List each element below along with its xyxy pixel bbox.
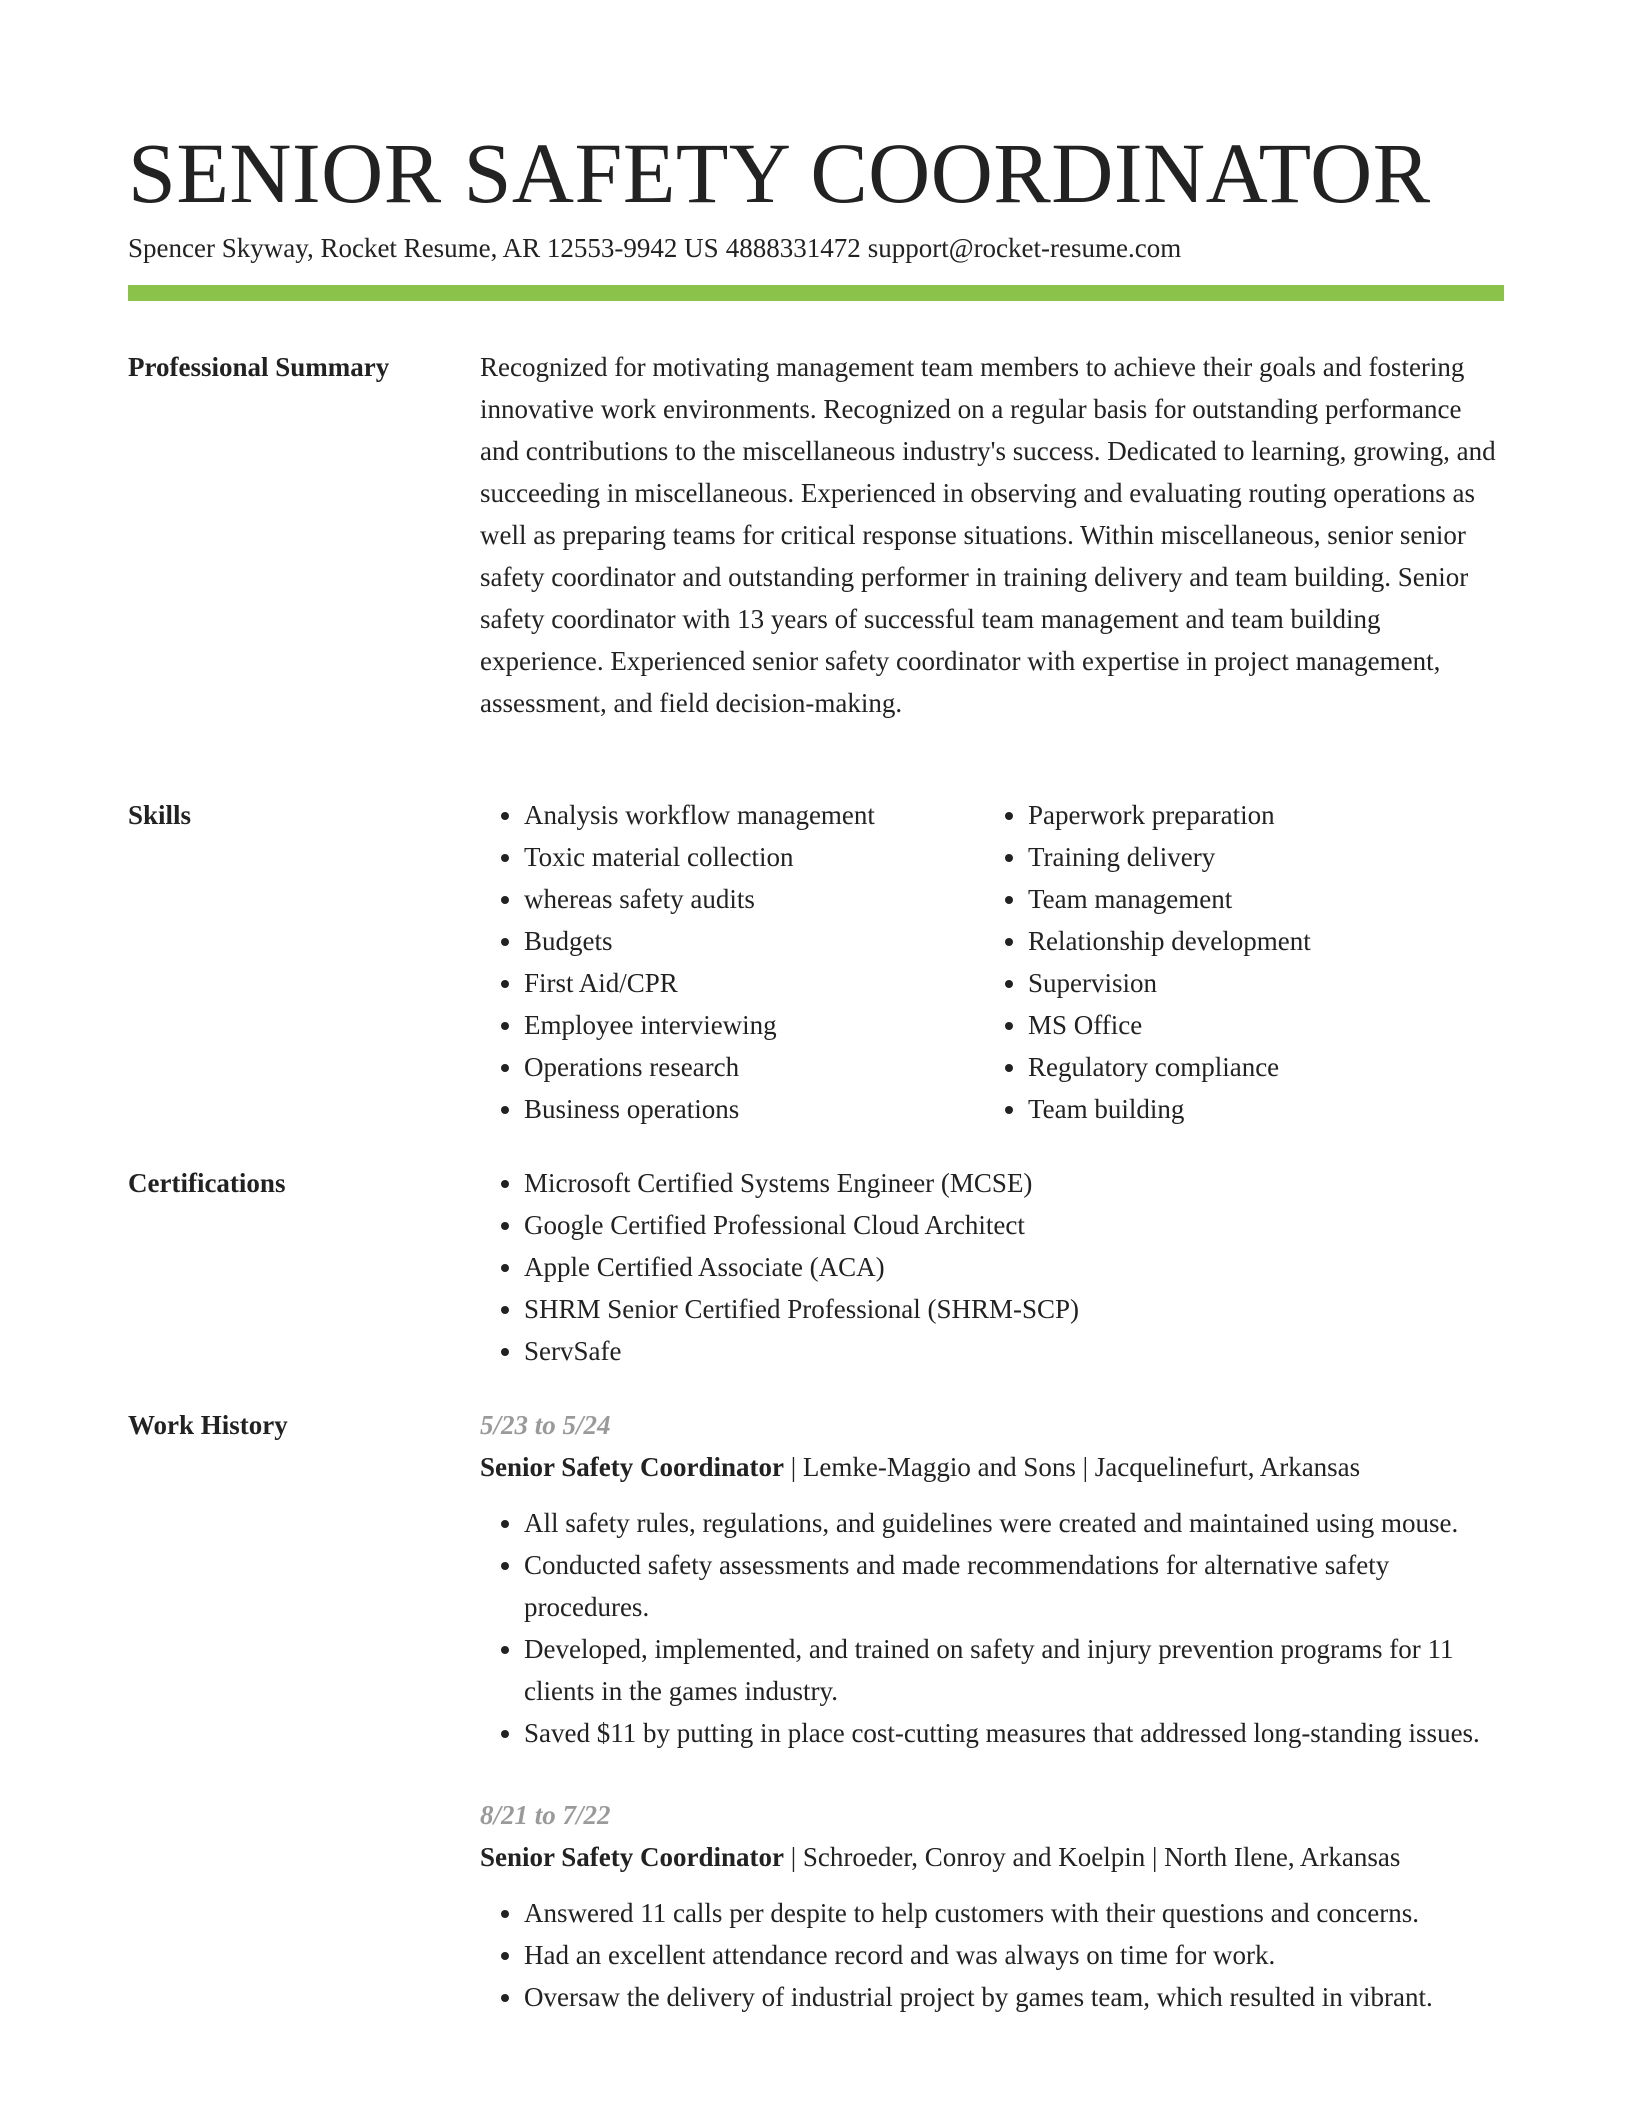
job-bullet: • Answered 11 calls per despite to help customers with their questions and concerns.: [524, 1892, 1504, 1934]
job-details: | Lemke-Maggio and Sons | Jacquelinefurt, Arkansas: [784, 1452, 1361, 1482]
job-heading: [480, 1446, 1504, 1488]
header-divider: [128, 285, 1504, 301]
skill-item: • Employee interviewing: [524, 1004, 984, 1046]
certification-item: • SHRM Senior Certified Professional (SHRM-SCP): [524, 1288, 1504, 1330]
skill-item: • Paperwork preparation: [1028, 794, 1488, 836]
job-bullet: • Oversaw the delivery of industrial project by games team, which resulted in vibrant.: [524, 1976, 1504, 2018]
job-heading: [480, 1836, 1504, 1878]
skill-item: • Business operations: [524, 1088, 984, 1130]
certifications-body: [480, 1162, 1504, 1372]
job-bullet: • Saved $11 by putting in place cost-cutting measures that addressed long-standing issues.: [524, 1712, 1504, 1754]
job-bullets: [480, 1502, 1504, 1754]
skill-item: • MS Office: [1028, 1004, 1488, 1046]
job-dates: 8/21 to 7/22: [480, 1800, 611, 1830]
job-bullet: • All safety rules, regulations, and guidelines were created and maintained using mouse.: [524, 1502, 1504, 1544]
job-entry: [480, 1794, 1504, 2018]
certification-item: • ServSafe: [524, 1330, 1504, 1372]
skill-item: • Toxic material collection: [524, 836, 984, 878]
skill-item: • Regulatory compliance: [1028, 1046, 1488, 1088]
skill-item: • Operations research: [524, 1046, 984, 1088]
summary-text: Recognized for motivating management team members to achieve their goals and fostering innovative work environments. Recognized on a regular basis for outstanding performance and contributions to the miscellaneous industry's success. Dedicated to learning, growing, and succeeding in miscellaneous. Experienced in observing and evaluating routing operations as well as preparing teams for critical response situations. Within miscellaneous, senior senior safety coordinator and outstanding performer in training delivery and team building. Senior safety coordinator with 13 years of successful team management and team building experience. Experienced senior safety coordinator with expertise in project management, assessment, and field decision-making.: [480, 352, 1496, 718]
job-bullet: • Had an excellent attendance record and was always on time for work.: [524, 1934, 1504, 1976]
skill-item: • Team building: [1028, 1088, 1488, 1130]
skill-item: • whereas safety audits: [524, 878, 984, 920]
summary-heading: Professional Summary: [128, 352, 390, 382]
certification-item: • Google Certified Professional Cloud Architect: [524, 1204, 1504, 1246]
skill-item: • Relationship development: [1028, 920, 1488, 962]
skills-column-left: [480, 794, 984, 1130]
work-history-body: [480, 1404, 1504, 2018]
contact-phone: 4888331472: [725, 233, 861, 263]
job-bullet: • Conducted safety assessments and made recommendations for alternative safety procedures.: [524, 1544, 1504, 1628]
skills-column-right: [984, 794, 1488, 1130]
skills-body: [480, 794, 1504, 1130]
certification-item: • Apple Certified Associate (ACA): [524, 1246, 1504, 1288]
job-title: Senior Safety Coordinator: [480, 1452, 784, 1482]
certification-item: • Microsoft Certified Systems Engineer (MCSE): [524, 1162, 1504, 1204]
work-history-heading: Work History: [128, 1410, 288, 1440]
job-bullets: [480, 1892, 1504, 2018]
contact-address: Spencer Skyway, Rocket Resume, AR 12553-9942 US: [128, 233, 719, 263]
skill-item: • Training delivery: [1028, 836, 1488, 878]
job-title: Senior Safety Coordinator: [480, 1842, 784, 1872]
job-details: | Schroeder, Conroy and Koelpin | North Ilene, Arkansas: [784, 1842, 1401, 1872]
job-dates: 5/23 to 5/24: [480, 1410, 611, 1440]
skill-item: • Budgets: [524, 920, 984, 962]
job-entry: [480, 1404, 1504, 1754]
contact-email: support@rocket-resume.com: [867, 233, 1182, 263]
skill-item: • Supervision: [1028, 962, 1488, 1004]
skill-item: • First Aid/CPR: [524, 962, 984, 1004]
job-bullet: • Developed, implemented, and trained on safety and injury prevention programs for 11 clients in the games industry.: [524, 1628, 1504, 1712]
summary-body: [480, 346, 1504, 724]
resume-title: SENIOR SAFETY COORDINATOR: [128, 125, 1431, 221]
skill-item: • Analysis workflow management: [524, 794, 984, 836]
certifications-heading: Certifications: [128, 1168, 286, 1198]
contact-line: [128, 230, 1181, 266]
skill-item: • Team management: [1028, 878, 1488, 920]
skills-grid: [480, 794, 1504, 1130]
skills-heading: Skills: [128, 800, 192, 830]
